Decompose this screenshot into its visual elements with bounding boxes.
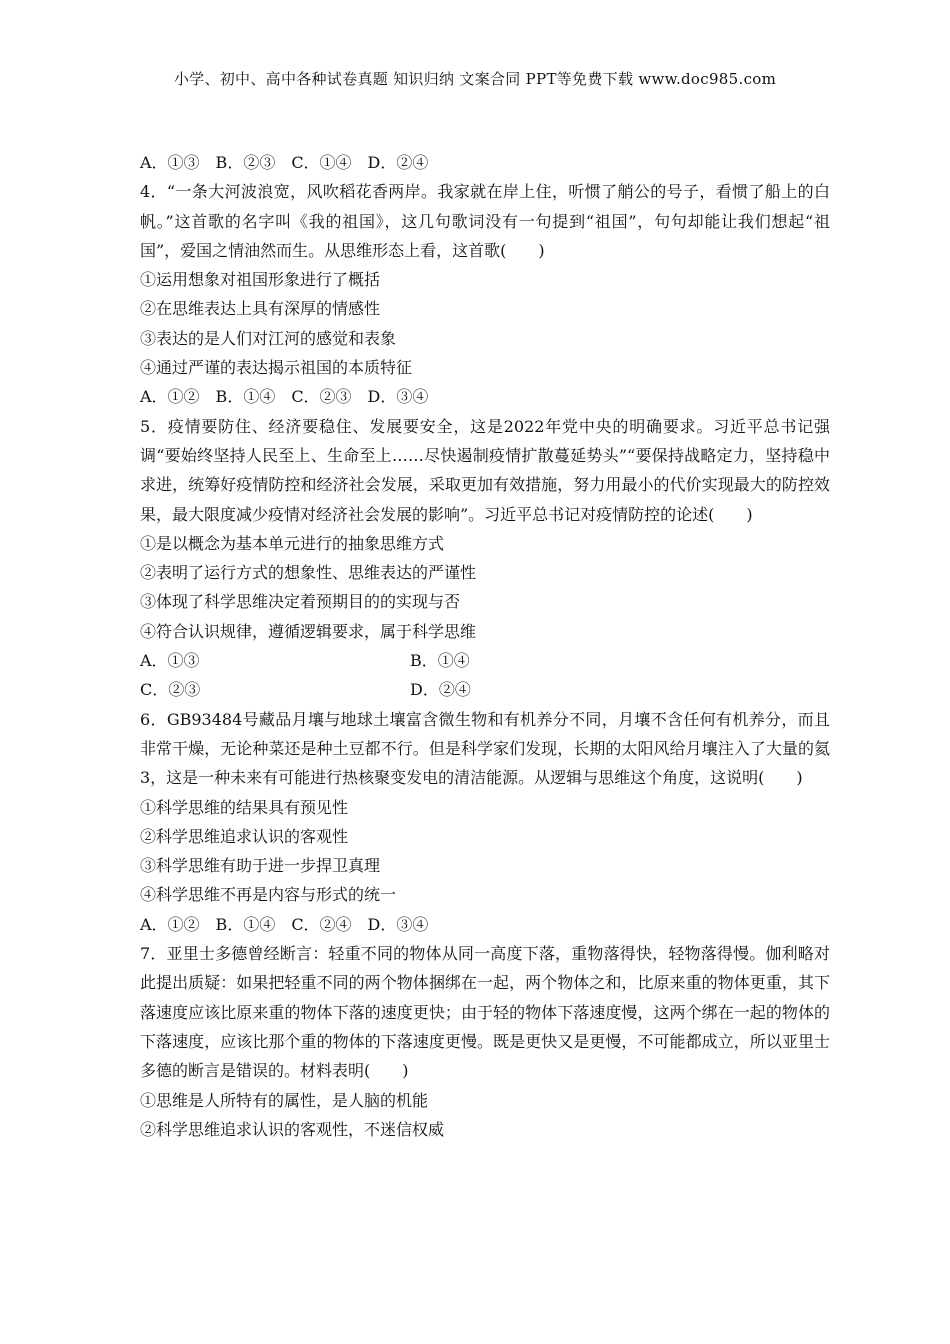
question-stem: 5．疫情要防住、经济要稳住、发展要安全，这是2022年党中央的明确要求。习近平总书记强调“要始终坚持人民至上、生命至上……尽快遏制疫情扩散蔓延势头”“要保持战略定力，坚持稳中求进，统筹好疫情防控和经济社会发展，采取更加有效措施，努力用最小的代价实现最大的防控效果，最大限度减少疫情对经济社会发展的影响”。习近平总书记对疫情防控的论述( ) (140, 416, 830, 524)
statement-option: ③科学思维有助于进一步捍卫真理 (140, 856, 381, 876)
question-5 (140, 412, 830, 705)
question-stem: 4．“一条大河波浪宽，风吹稻花香两岸。我家就在岸上住，听惯了艄公的号子，看惯了船上的白帆。”这首歌的名字叫《我的祖国》，这几句歌词没有一句提到“祖国”，句句却能让我们想起“祖国”，爱国之情油然而生。从思维形态上看，这首歌( ) (140, 182, 830, 260)
answer-options: A．①② B．①④ C．②③ D．③④ (140, 387, 429, 407)
statement-option: ③体现了科学思维决定着预期目的的实现与否 (140, 592, 461, 612)
statement-option: ①是以概念为基本单元进行的抽象思维方式 (140, 533, 445, 553)
question-stem: 7．亚里士多德曾经断言：轻重不同的物体从同一高度下落，重物落得快，轻物落得慢。伽利略对此提出质疑：如果把轻重不同的两个物体捆绑在一起，两个物体之和，比原来重的物体更重，其下落速度应该比原来重的物体下落的速度更快；由于轻的物体下落速度慢，这两个绑在一起的物体的下落速度，应该比那个重的物体的下落速度更慢。既是更快又是更慢，不可能都成立，所以亚里士多德的断言是错误的。材料表明( ) (140, 944, 830, 1081)
statement-option: ②科学思维追求认识的客观性 (140, 826, 349, 846)
statement-option: ①思维是人所特有的属性，是人脑的机能 (140, 1090, 429, 1110)
statement-option: ①运用想象对祖国形象进行了概括 (140, 270, 381, 290)
question-4 (140, 177, 830, 411)
statement-option: ④通过严谨的表达揭示祖国的本质特征 (140, 358, 413, 378)
answer-c: C．②③ (140, 680, 201, 700)
page-header: 小学、初中、高中各种试卷真题 知识归纳 文案合同 PPT等免费下载 www.doc985.com (173, 70, 777, 88)
statement-option: ②表明了运行方式的想象性、思维表达的严谨性 (140, 563, 477, 583)
statement-option: ④科学思维不再是内容与形式的统一 (140, 885, 397, 905)
statement-option: ④符合认识规律，遵循逻辑要求，属于科学思维 (140, 621, 477, 641)
question-7 (140, 939, 830, 1144)
answer-options: A．①② B．①④ C．②④ D．③④ (140, 914, 429, 934)
statement-option: ①科学思维的结果具有预见性 (140, 797, 349, 817)
answer-b: B．①④ (410, 651, 470, 671)
answer-d: D．②④ (410, 680, 471, 700)
answer-a: A．①③ (140, 651, 200, 671)
answer-options-row (140, 646, 830, 675)
question-6 (140, 705, 830, 939)
previous-answer-options: A．①③ B．②③ C．①④ D．②④ (140, 153, 429, 172)
statement-option: ③表达的是人们对江河的感觉和表象 (140, 328, 397, 348)
answer-options-row (140, 675, 830, 704)
document-body (140, 148, 830, 1144)
question-stem: 6．GB93484号藏品月壤与地球土壤富含微生物和有机养分不同，月壤不含任何有机养分，而且非常干燥，无论种菜还是种土豆都不行。但是科学家们发现，长期的太阳风给月壤注入了大量的氦3，这是一种未来有可能进行热核聚变发电的清洁能源。从逻辑与思维这个角度，这说明( ) (140, 709, 830, 788)
statement-option: ②科学思维追求认识的客观性，不迷信权威 (140, 1119, 445, 1139)
statement-option: ②在思维表达上具有深厚的情感性 (140, 299, 381, 319)
